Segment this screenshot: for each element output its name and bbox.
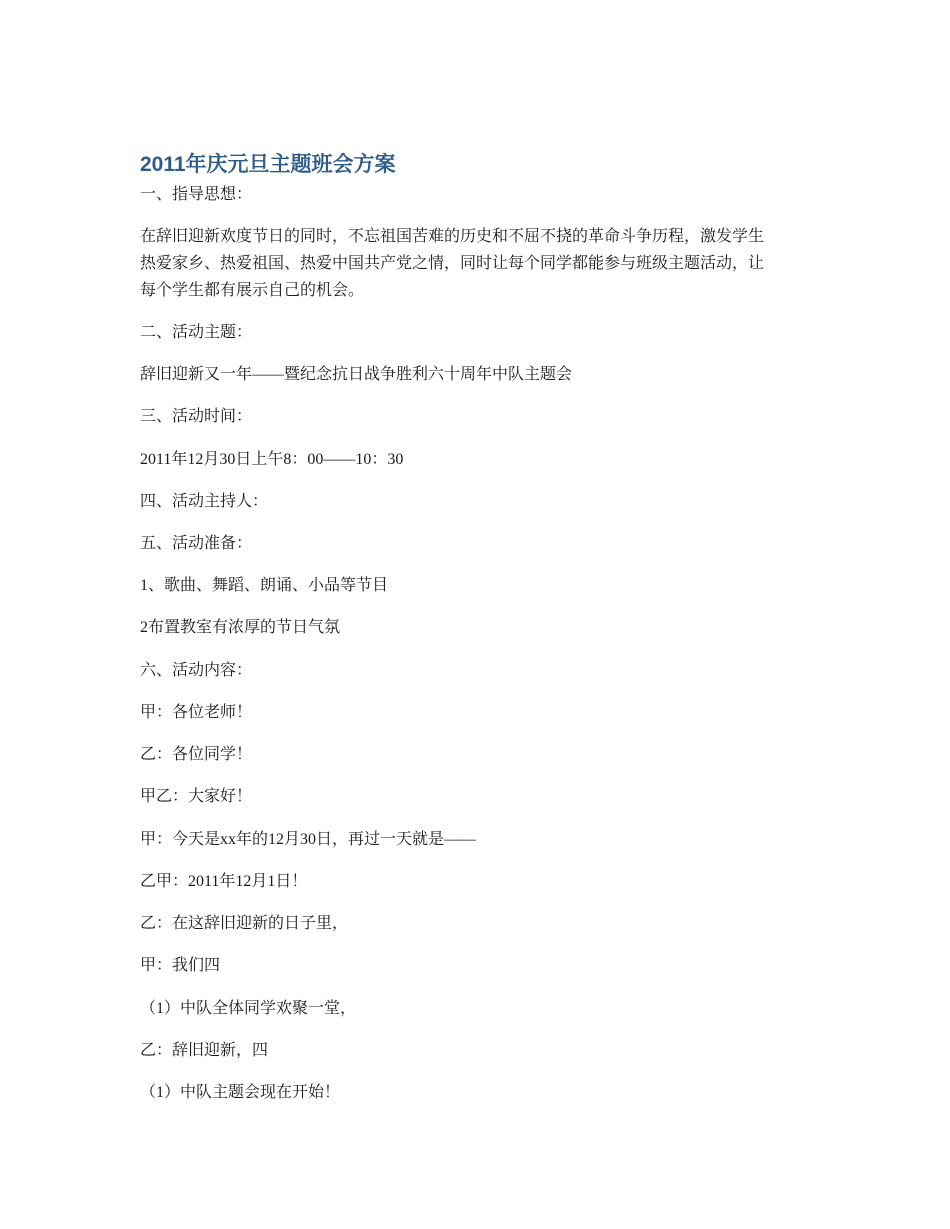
script-line: 甲：今天是xx年的12月30日，再过一天就是——	[140, 831, 477, 848]
guiding-thought-paragraph	[140, 223, 812, 304]
preparation-item: 1、歌曲、舞蹈、朗诵、小品等节目	[140, 577, 389, 594]
script-line: 乙：辞旧迎新，四	[140, 1042, 269, 1059]
document-title: 2011年庆元旦主题班会方案	[140, 153, 396, 176]
script-line: （1）中队全体同学欢聚一堂，	[140, 1000, 357, 1017]
activity-theme-text: 辞旧迎新又一年——暨纪念抗日战争胜利六十周年中队主题会	[140, 366, 573, 383]
script-line: 甲乙：大家好！	[140, 788, 253, 805]
script-line: 乙：在这辞旧迎新的日子里，	[140, 915, 349, 932]
section-heading-preparation: 五、活动准备：	[140, 535, 253, 552]
script-line: 乙甲：2011年12月1日！	[140, 873, 308, 890]
activity-time-text: 2011年12月30日上午8：00——10：30	[140, 451, 404, 468]
script-line: （1）中队主题会现在开始！	[140, 1084, 341, 1101]
script-line: 甲：各位老师！	[140, 704, 253, 721]
preparation-item: 2布置教室有浓厚的节日气氛	[140, 619, 341, 636]
paragraph-line: 热爱家乡、热爱祖国、热爱中国共产党之情，同时让每个同学都能参与班级主题活动，让	[140, 255, 765, 272]
section-heading-activity-time: 三、活动时间：	[140, 408, 253, 425]
script-line: 乙：各位同学！	[140, 746, 253, 763]
paragraph-line: 每个学生都有展示自己的机会。	[140, 282, 365, 299]
section-heading-host: 四、活动主持人：	[140, 493, 269, 510]
section-heading-activity-theme: 二、活动主题：	[140, 324, 253, 341]
section-heading-content: 六、活动内容：	[140, 662, 253, 679]
script-line: 甲：我们四	[140, 957, 221, 974]
section-heading-guiding-thought: 一、指导思想：	[140, 186, 253, 203]
paragraph-line: 在辞旧迎新欢度节日的同时，不忘祖国苦难的历史和不屈不挠的革命斗争历程，激发学生	[140, 228, 765, 245]
